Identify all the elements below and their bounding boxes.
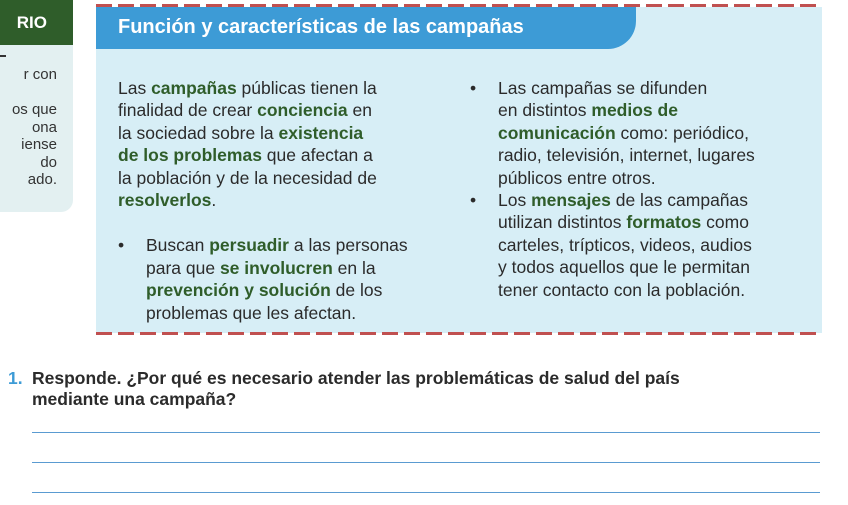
emphasis-text: persuadir bbox=[209, 235, 289, 256]
intro-paragraph: Las campañas públicas tienen la finalidad de crear conciencia en la sociedad sobre la existencia de los problemas que afectan a la población y de la necesidad de resolverlos. bbox=[118, 78, 377, 211]
right-column bbox=[470, 77, 810, 301]
emphasis-text: conciencia bbox=[257, 100, 348, 121]
question-1 bbox=[8, 368, 680, 410]
glossary-line bbox=[12, 84, 57, 102]
answer-line-1[interactable] bbox=[32, 432, 820, 433]
answer-line-3[interactable] bbox=[32, 492, 820, 493]
glossary-line: ado. bbox=[27, 171, 57, 188]
glossary-line: r con bbox=[23, 66, 57, 83]
bullet-dot: • bbox=[118, 235, 125, 256]
emphasis-text: de los problemas bbox=[118, 145, 262, 166]
question-text-line1: Responde. ¿Por qué es necesario atender las problemáticas de salud del país bbox=[32, 368, 680, 388]
bullet-media bbox=[470, 77, 810, 189]
emphasis-text: campañas bbox=[151, 78, 237, 98]
emphasis-text: existencia bbox=[278, 122, 364, 143]
glossary-line: ona bbox=[31, 118, 57, 136]
answer-line-2[interactable] bbox=[32, 462, 820, 463]
emphasis-text: medios de bbox=[591, 100, 678, 121]
glossary-line: os que bbox=[11, 101, 57, 118]
glossary-panel bbox=[0, 0, 73, 212]
emphasis-text: se involucren bbox=[219, 257, 333, 278]
emphasis-text: resolverlos bbox=[118, 190, 212, 211]
bullet-dot: • bbox=[470, 78, 477, 98]
bullet-text: Los mensajes de las campañas utilizan distintos formatos como carteles, trípticos, videos, audios y todos aquellos que le permitan tener contacto con la población. bbox=[498, 190, 752, 300]
glossary-text bbox=[12, 66, 57, 189]
glossary-divider bbox=[0, 55, 6, 57]
bullet-text: Buscan persuadir a las personas para que se involucren en la prevención y solución de los problemas que les afectan. bbox=[146, 235, 408, 323]
emphasis-text: prevención y solución bbox=[146, 280, 331, 301]
bottom-dashed-border bbox=[96, 332, 822, 335]
question-number: 1. bbox=[8, 368, 23, 388]
emphasis-text: mensajes bbox=[531, 190, 611, 211]
section-title: Función y características de las campañas bbox=[118, 16, 524, 38]
bullet-messages bbox=[470, 189, 810, 301]
emphasis-text: comunicación bbox=[498, 122, 616, 143]
bullet-persuade bbox=[118, 234, 458, 324]
left-column bbox=[118, 77, 458, 324]
question-text-line2: mediante una campaña? bbox=[32, 389, 237, 409]
glossary-line: do bbox=[40, 153, 57, 171]
emphasis-text: formatos bbox=[626, 212, 702, 233]
glossary-heading: RIO bbox=[0, 0, 73, 45]
bullet-dot: • bbox=[470, 190, 477, 211]
bullet-text: Las campañas se difunden en distintos medios de comunicación como: periódico, radio, televisión, internet, lugares públicos entre otros. bbox=[498, 78, 755, 188]
glossary-line: iense bbox=[21, 136, 57, 153]
